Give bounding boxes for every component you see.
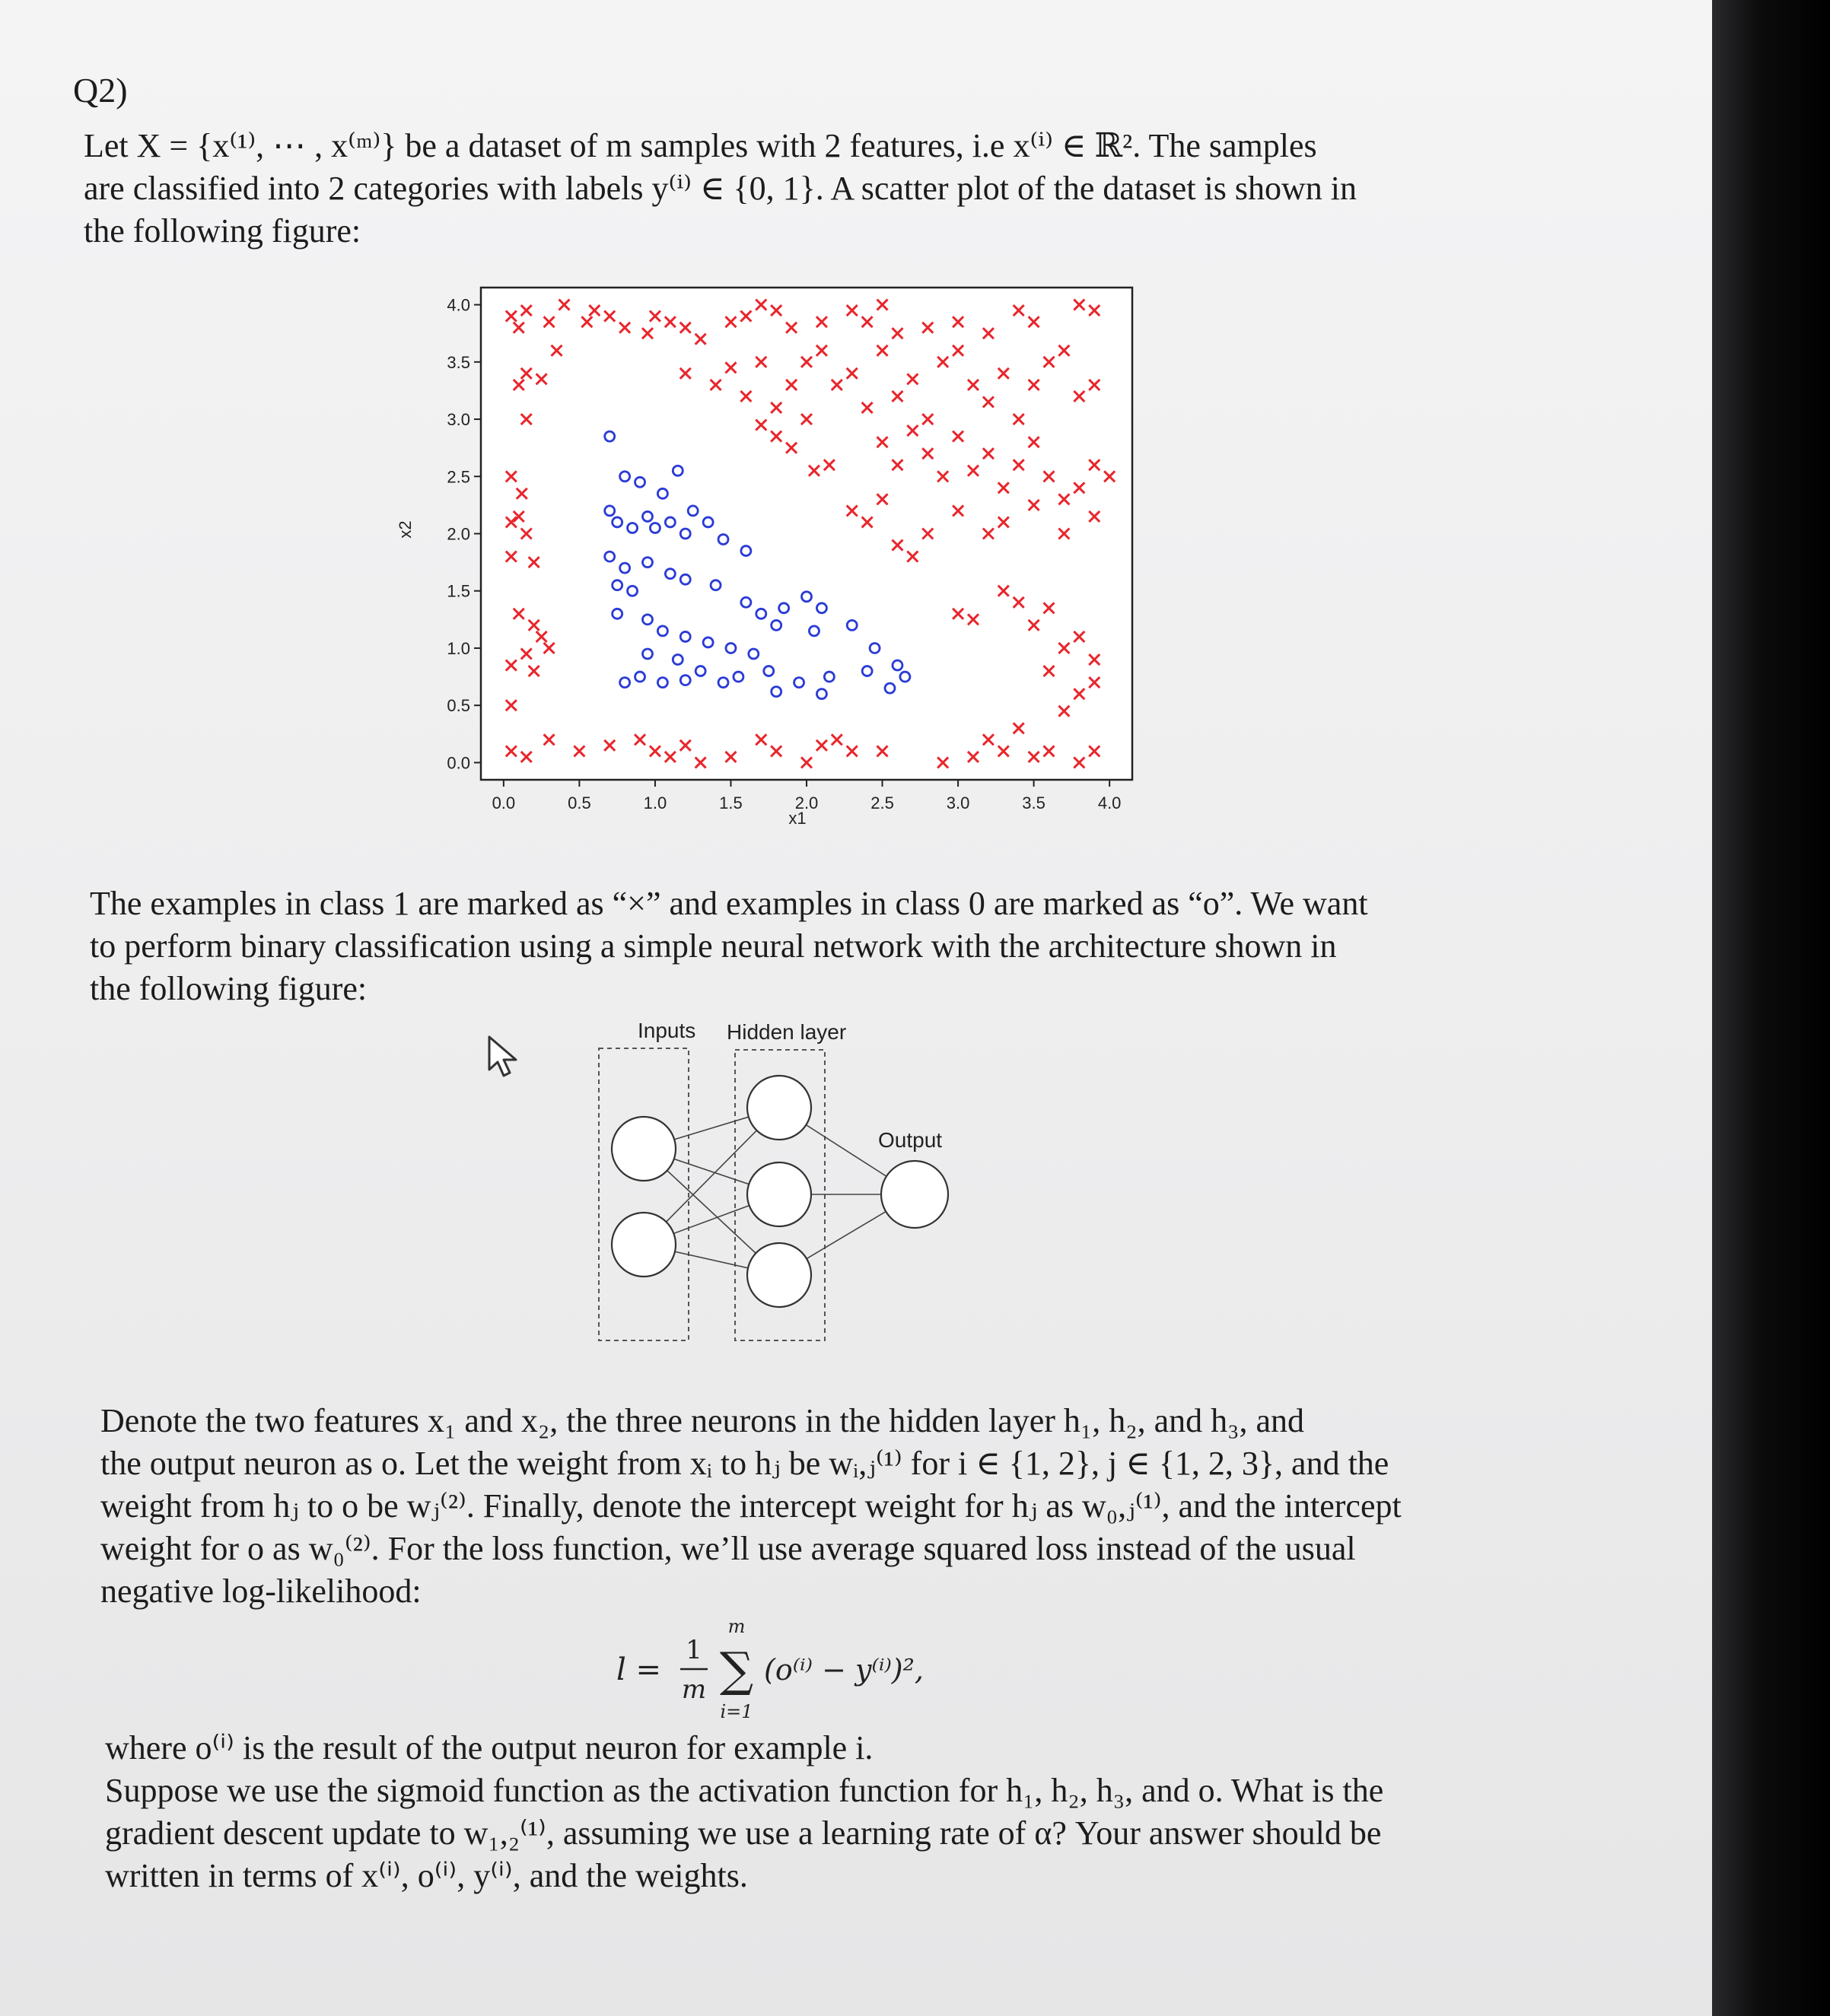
question-number: Q2)	[73, 71, 128, 110]
mid-line: to perform binary classification using a simple neural network with the architecture shown in	[90, 927, 1337, 965]
inputs-box	[599, 1048, 689, 1340]
intro-line: are classified into 2 categories with labels y⁽ⁱ⁾ ∈ {0, 1}. A scatter plot of the dataset is shown in	[84, 170, 1357, 207]
formula-body: (o⁽ⁱ⁾ − y⁽ⁱ⁾)²,	[764, 1653, 924, 1687]
x-tick-label: 3.0	[946, 793, 970, 812]
input-neuron	[612, 1117, 676, 1181]
mid-line: the following figure:	[90, 970, 368, 1007]
question-paragraph	[105, 1727, 1459, 1897]
formula-denominator: m	[681, 1674, 707, 1705]
intro-line: Let X = {x⁽¹⁾, ⋯ , x⁽ᵐ⁾} be a dataset of m samples with 2 features, i.e x⁽ⁱ⁾ ∈ ℝ². The samples	[84, 127, 1317, 164]
definitions-line: negative log-likelihood:	[100, 1572, 422, 1610]
x-tick-label: 0.5	[568, 793, 591, 812]
x-tick-label: 2.5	[870, 793, 894, 812]
x-tick-label: 0.0	[492, 793, 516, 812]
definitions-line: the output neuron as o. Let the weight from xᵢ to hⱼ be wᵢ,ⱼ⁽¹⁾ for i ∈ {1, 2}, j ∈ {1, 2, 3}, and the	[100, 1445, 1389, 1482]
mid-line: The examples in class 1 are marked as “×” and examples in class 0 are marked as “o”. We want	[90, 885, 1368, 922]
y-tick-label: 3.0	[447, 410, 470, 430]
definitions-line: weight from hⱼ to o be wⱼ⁽²⁾. Finally, denote the intercept weight for hⱼ as w₀,ⱼ⁽¹⁾, and the intercept	[100, 1487, 1402, 1525]
x-tick-label: 1.5	[719, 793, 743, 812]
output-label: Output	[878, 1128, 943, 1152]
definitions-line: weight for o as w₀⁽²⁾. For the loss function, we’ll use average squared loss instead of the usual	[100, 1530, 1356, 1567]
x-tick-label: 3.5	[1022, 793, 1045, 812]
definitions-paragraph	[100, 1400, 1470, 1613]
y-tick-label: 0.0	[447, 753, 470, 773]
sum-upper-limit: m	[727, 1616, 746, 1637]
sum-symbol: ∑	[719, 1642, 754, 1697]
y-tick-label: 4.0	[447, 295, 470, 315]
hidden-neuron	[747, 1076, 811, 1140]
hidden-neuron	[747, 1243, 811, 1307]
x-tick-label: 2.0	[794, 793, 819, 812]
y-tick-label: 1.0	[447, 638, 470, 658]
hidden-layer-label: Hidden layer	[727, 1020, 847, 1044]
sum-lower-limit: i=1	[720, 1701, 753, 1722]
y-tick-label: 0.5	[447, 696, 470, 716]
scatter-plot	[380, 281, 1141, 829]
loss-formula	[609, 1613, 1141, 1727]
definitions-line: Denote the two features x₁ and x₂, the three neurons in the hidden layer h₁, h₂, and h₃, and	[100, 1402, 1305, 1439]
question-line: gradient descent update to w₁,₂⁽¹⁾, assuming we use a learning rate of α? Your answer should be	[105, 1814, 1382, 1852]
x-tick-label: 4.0	[1097, 793, 1122, 812]
question-line: Suppose we use the sigmoid function as the activation function for h₁, h₂, h₃, and o. What is the	[105, 1772, 1384, 1809]
hidden-neuron	[747, 1162, 811, 1226]
formula-lhs: l =	[616, 1652, 662, 1687]
question-line: written in terms of x⁽ⁱ⁾, o⁽ⁱ⁾, y⁽ⁱ⁾, and the weights.	[105, 1857, 748, 1894]
monitor-bezel	[1712, 0, 1830, 2016]
intro-paragraph	[84, 125, 1507, 253]
y-axis-label: x2	[396, 520, 415, 539]
x-axis-label: x1	[788, 809, 807, 828]
input-neuron	[612, 1213, 676, 1277]
neural-network-diagram	[472, 1004, 1020, 1362]
question-line: where o⁽ⁱ⁾ is the result of the output neuron for example i.	[105, 1729, 874, 1766]
output-neuron	[881, 1161, 948, 1228]
formula-numerator: 1	[686, 1635, 702, 1665]
y-tick-label: 2.5	[447, 467, 470, 487]
intro-line: the following figure:	[84, 212, 361, 250]
inputs-label: Inputs	[638, 1019, 696, 1042]
y-tick-label: 2.0	[447, 524, 470, 544]
y-tick-label: 1.5	[447, 581, 470, 601]
y-tick-label: 3.5	[447, 352, 470, 372]
x-tick-label: 1.0	[643, 793, 667, 812]
mid-paragraph	[90, 882, 1482, 1010]
